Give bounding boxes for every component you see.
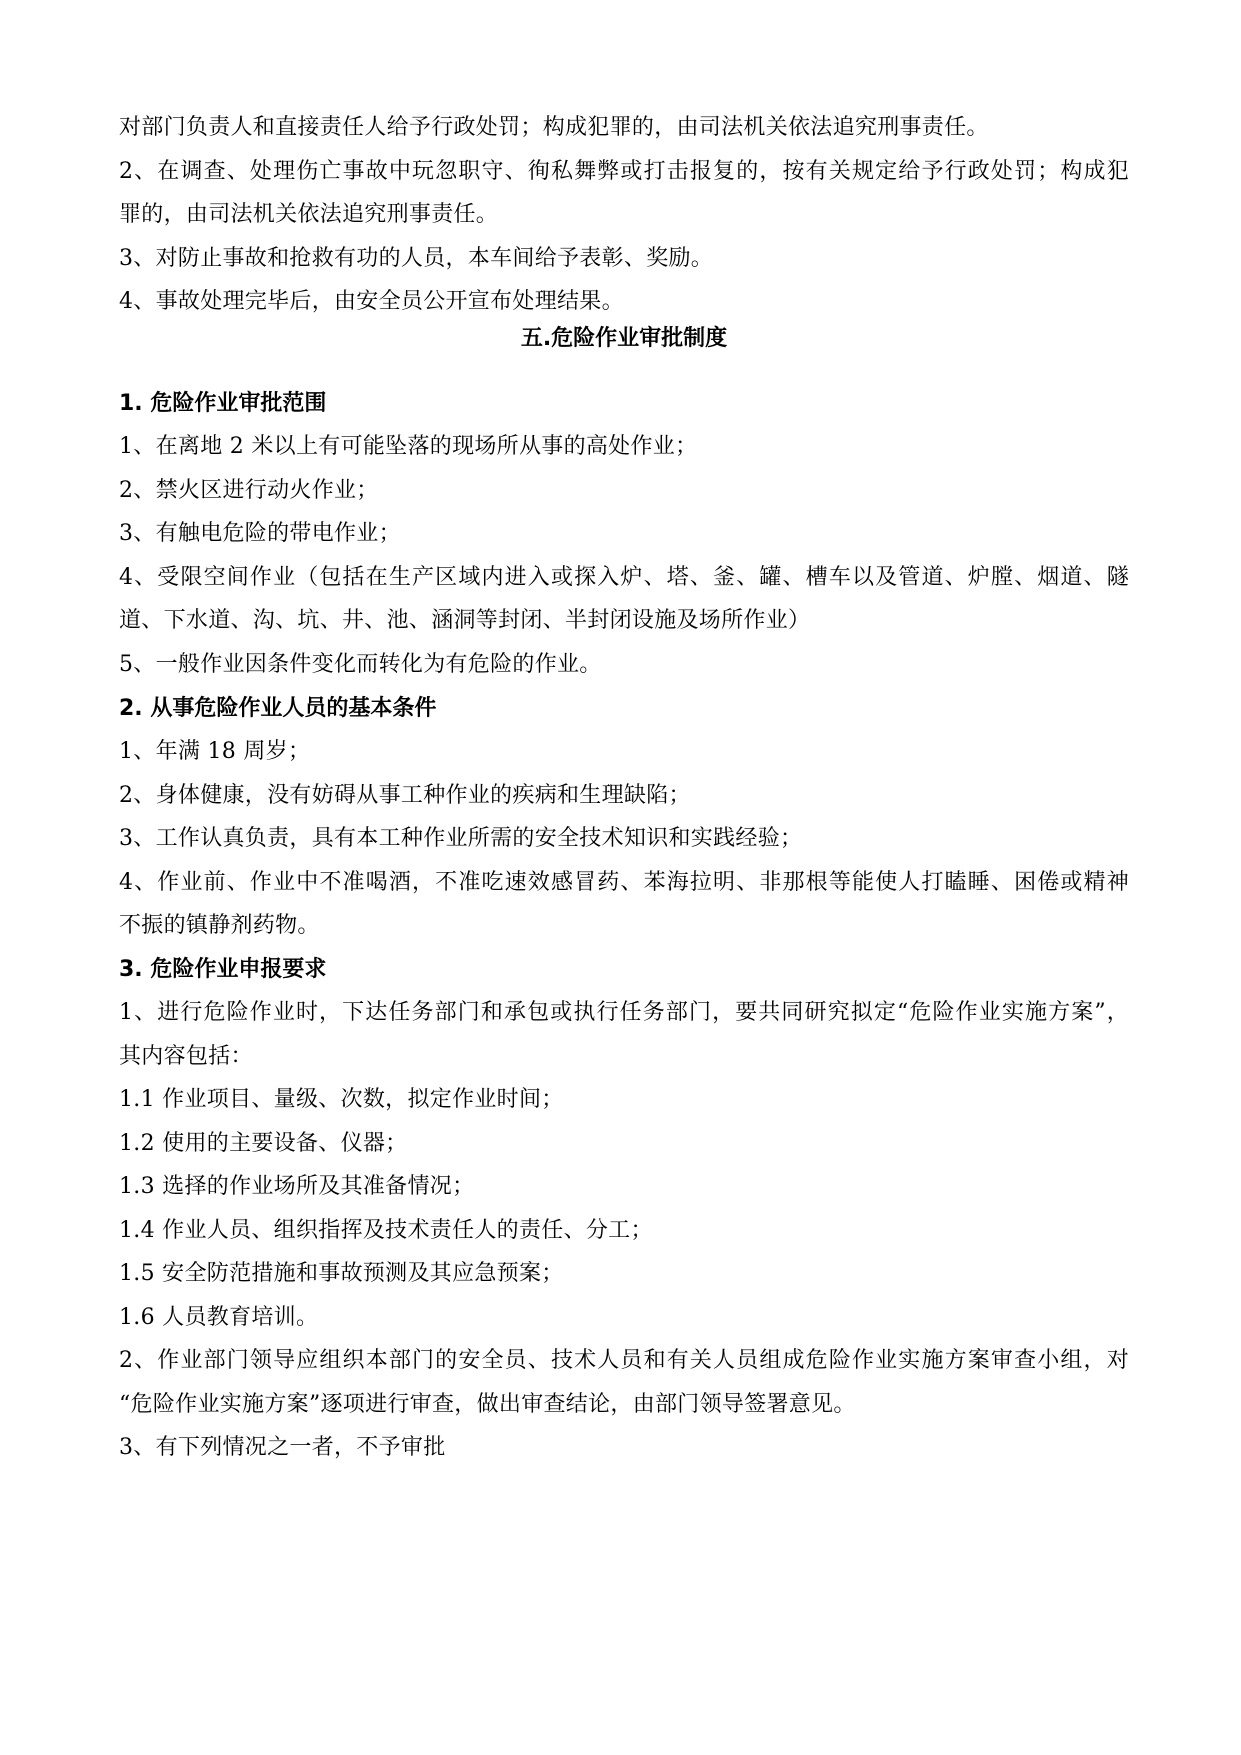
subsection-heading: 2. 从事危险作业人员的基本条件 xyxy=(119,696,437,721)
paragraph-line: 1.5 安全防范措施和事故预测及其应急预案； xyxy=(119,1261,564,1286)
paragraph-line: 罪的，由司法机关依法追究刑事责任。 xyxy=(119,202,499,227)
paragraph-line: 2、禁火区进行动火作业； xyxy=(119,478,379,503)
paragraph-line: 1、在离地 2 米以上有可能坠落的现场所从事的高处作业； xyxy=(119,434,698,459)
paragraph-line: 1.4 作业人员、组织指挥及技术责任人的责任、分工； xyxy=(119,1218,653,1243)
paragraph-line: 2、在调查、处理伤亡事故中玩忽职守、徇私舞弊或打击报复的，按有关规定给予行政处罚；构成犯 xyxy=(119,159,1129,184)
paragraph-line: 2、身体健康，没有妨碍从事工种作业的疾病和生理缺陷； xyxy=(119,783,691,808)
paragraph-line: 道、下水道、沟、坑、井、池、涵洞等封闭、半封闭设施及场所作业） xyxy=(119,608,811,633)
paragraph-line: 3、对防止事故和抢救有功的人员，本车间给予表彰、奖励。 xyxy=(119,246,714,271)
paragraph-line: 其内容包括： xyxy=(119,1044,253,1069)
paragraph-line: 1、进行危险作业时，下达任务部门和承包或执行任务部门，要共同研究拟定“危险作业实施方案”， xyxy=(119,1000,1129,1025)
paragraph-line: 1.2 使用的主要设备、仪器； xyxy=(119,1131,408,1156)
paragraph-line: 1.3 选择的作业场所及其准备情况； xyxy=(119,1174,475,1199)
paragraph-line: 5、一般作业因条件变化而转化为有危险的作业。 xyxy=(119,652,602,677)
paragraph-line: 1.6 人员教育培训。 xyxy=(119,1305,319,1330)
paragraph-line: 3、有下列情况之一者，不予审批 xyxy=(119,1435,446,1460)
paragraph-line: “危险作业实施方案”逐项进行审查，做出审查结论，由部门领导签署意见。 xyxy=(119,1392,856,1417)
paragraph-line: 4、受限空间作业（包括在生产区域内进入或探入炉、塔、釜、罐、槽车以及管道、炉膛、烟道、隧 xyxy=(119,565,1129,590)
section-title: 五.危险作业审批制度 xyxy=(520,326,728,351)
paragraph-line: 对部门负责人和直接责任人给予行政处罚；构成犯罪的，由司法机关依法追究刑事责任。 xyxy=(119,115,989,140)
paragraph-line: 2、作业部门领导应组织本部门的安全员、技术人员和有关人员组成危险作业实施方案审查小组，对 xyxy=(119,1348,1129,1373)
paragraph-line: 1、年满 18 周岁； xyxy=(119,739,311,764)
paragraph-line: 3、工作认真负责，具有本工种作业所需的安全技术知识和实践经验； xyxy=(119,826,803,851)
paragraph-line: 4、事故处理完毕后，由安全员公开宣布处理结果。 xyxy=(119,289,624,314)
paragraph-line: 1.1 作业项目、量级、次数，拟定作业时间； xyxy=(119,1087,564,1112)
paragraph-line: 不振的镇静剂药物。 xyxy=(119,913,320,938)
paragraph-line: 4、作业前、作业中不准喝酒，不准吃速效感冒药、苯海拉明、非那根等能使人打瞌睡、困倦或精神 xyxy=(119,870,1129,895)
paragraph-line: 3、有触电危险的带电作业； xyxy=(119,521,401,546)
subsection-heading: 1. 危险作业审批范围 xyxy=(119,391,327,416)
subsection-heading: 3. 危险作业申报要求 xyxy=(119,957,327,982)
